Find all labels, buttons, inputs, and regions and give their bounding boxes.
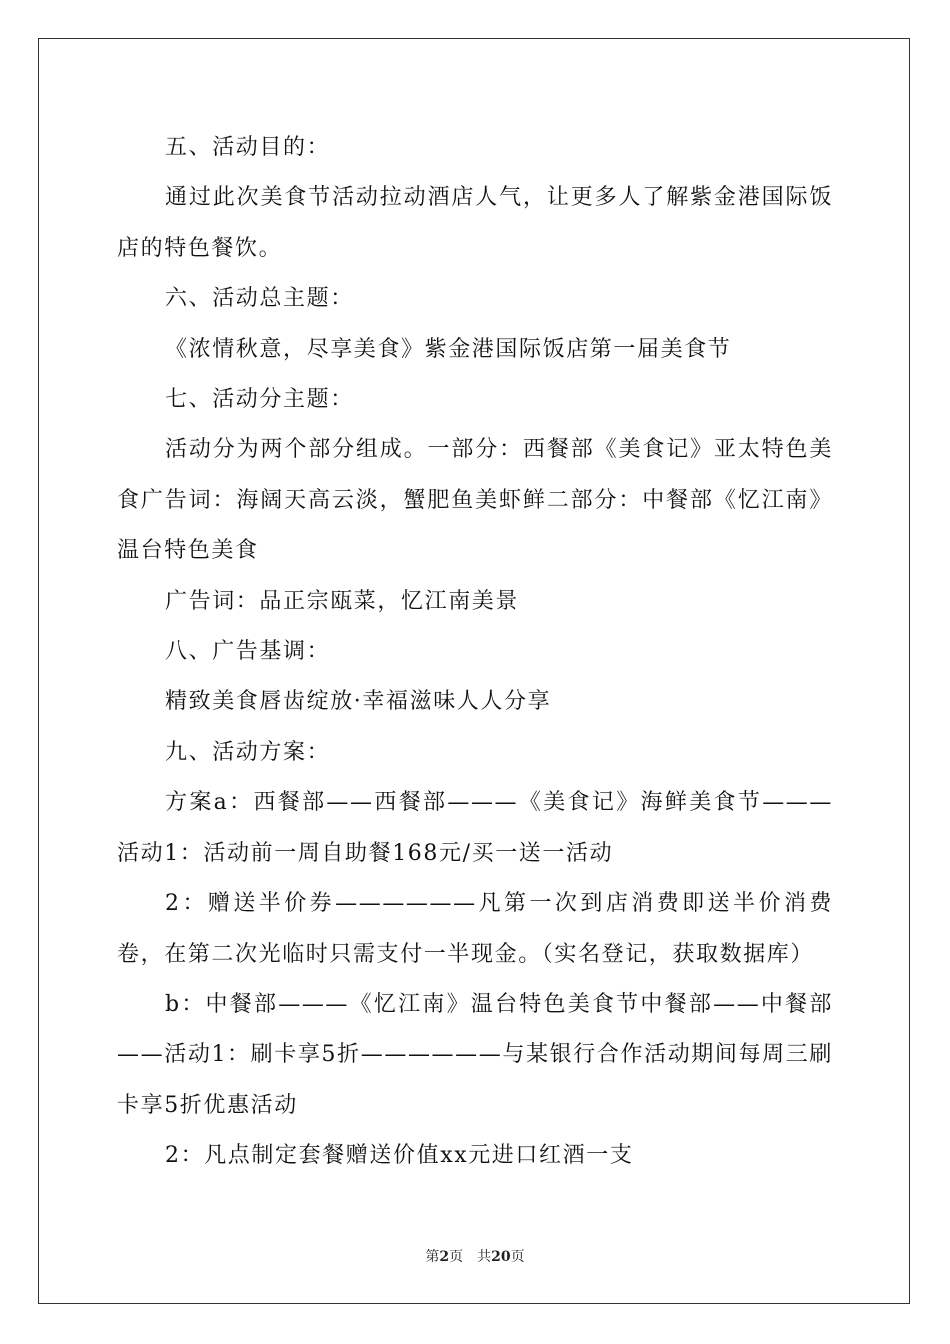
heading-sub-theme: 七、活动分主题：	[165, 387, 354, 413]
paragraph-sub-theme: 活动分为两个部分组成。一部分：西餐部《美食记》亚太特色美食广告词：海阔天高云淡，蟹肥鱼美虾鲜二部分：中餐部《忆江南》温台特色美食	[117, 437, 833, 564]
paragraph-ad-tone: 精致美食唇齿绽放·幸福滋味人人分享	[165, 689, 552, 715]
page-footer	[0, 1246, 950, 1266]
heading-main-theme: 六、活动总主题：	[165, 286, 354, 312]
heading-purpose: 五、活动目的：	[165, 135, 331, 160]
paragraph-purpose: 通过此次美食节活动拉动酒店人气，让更多人了解紫金港国际饭店的特色餐饮。	[117, 185, 833, 261]
paragraph-plan-b: b：中餐部———《忆江南》温台特色美食节中餐部——中餐部——活动1：刷卡享5折——————与某银行合作活动期间每周三刷卡享5折优惠活动	[117, 991, 833, 1118]
paragraph-slogan: 广告词：品正宗瓯菜，忆江南美景	[165, 588, 520, 614]
heading-plan: 九、活动方案：	[165, 739, 331, 765]
document-body	[117, 123, 833, 1182]
footer-page-suffix: 页	[510, 1249, 525, 1265]
paragraph-plan-a-2: 2：赠送半价券——————凡第一次到店消费即送半价消费卷，在第二次光临时只需支付一半现金。（实名登记，获取数据库）	[117, 891, 833, 967]
footer-page-current: 2	[439, 1249, 450, 1265]
paragraph-plan-b-2: 2：凡点制定套餐赠送价值xx元进口红酒一支	[165, 1143, 634, 1169]
footer-page-prefix: 第	[425, 1249, 440, 1265]
paragraph-main-theme: 《浓情秋意，尽享美食》紫金港国际饭店第一届美食节	[165, 336, 732, 362]
paragraph-plan-a: 方案a：西餐部——西餐部———《美食记》海鲜美食节———活动1：活动前一周自助餐168元/买一送一活动	[117, 790, 833, 866]
footer-page-total: 20	[491, 1249, 511, 1265]
footer-page-mid: 页 共	[449, 1249, 492, 1265]
heading-ad-tone: 八、广告基调：	[165, 639, 331, 665]
